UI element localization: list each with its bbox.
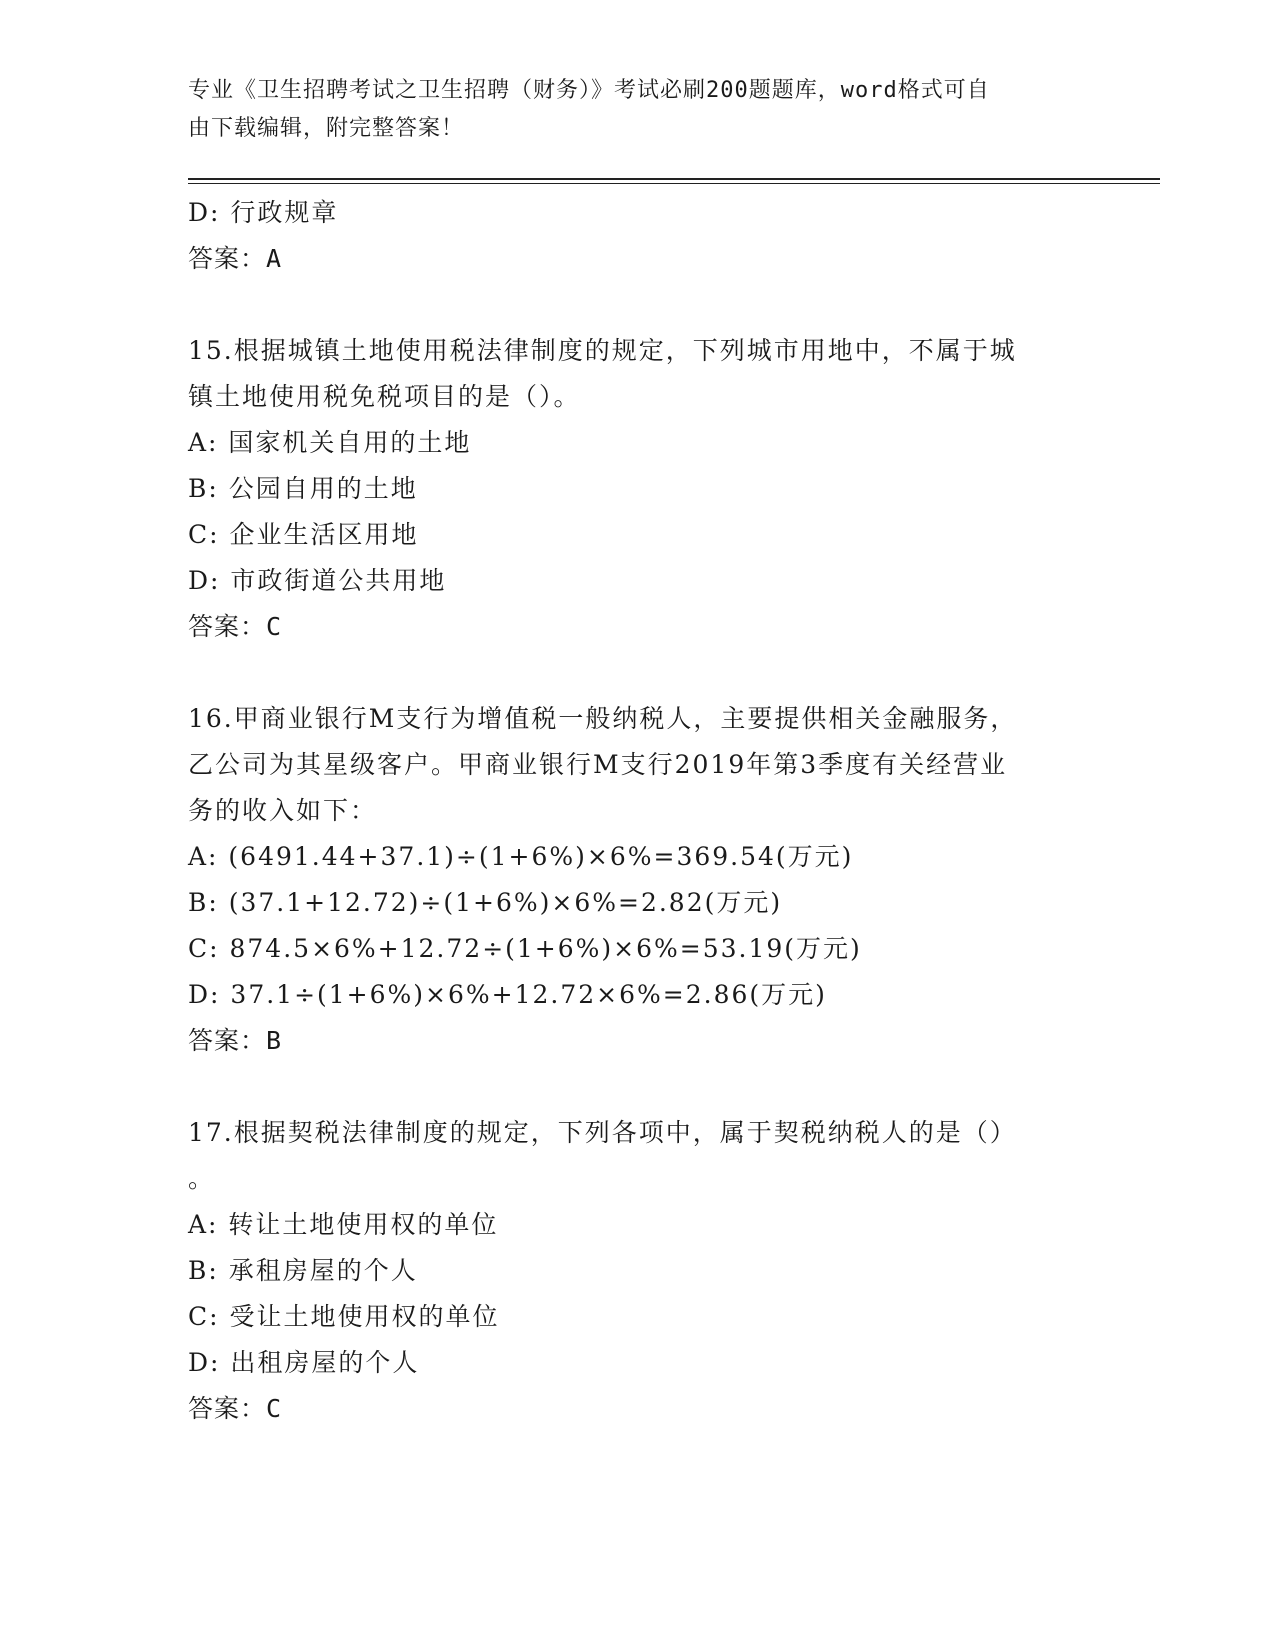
document-header bbox=[188, 72, 1068, 148]
question-16 bbox=[188, 696, 1088, 1064]
question-stem-line: 务的收入如下： bbox=[188, 796, 378, 825]
carryover-answer: 答案：A bbox=[188, 244, 283, 273]
answer: 答案：C bbox=[188, 1394, 283, 1423]
question-stem-line: 镇土地使用税免税项目的是（）。 bbox=[188, 382, 581, 411]
question-15 bbox=[188, 328, 1088, 650]
question-stem-line: 17.根据契税法律制度的规定，下列各项中，属于契税纳税人的是（） bbox=[188, 1118, 1017, 1147]
option-d: D: 37.1÷(1+6%)×6%+12.72×6%=2.86(万元) bbox=[188, 980, 827, 1009]
question-stem-line: 15.根据城镇土地使用税法律制度的规定，下列城市用地中，不属于城 bbox=[188, 336, 1017, 365]
option-a: A: 国家机关自用的土地 bbox=[188, 428, 472, 457]
option-b: B: 承租房屋的个人 bbox=[188, 1256, 418, 1285]
spacer bbox=[188, 650, 1088, 696]
header-rule-thick bbox=[188, 178, 1160, 180]
carryover-option-d: D: 行政规章 bbox=[188, 198, 339, 227]
option-b: B: (37.1+12.72)÷(1+6%)×6%=2.82(万元) bbox=[188, 888, 783, 917]
question-stem-line: 16.甲商业银行M支行为增值税一般纳税人，主要提供相关金融服务， bbox=[188, 704, 1018, 733]
spacer bbox=[188, 282, 1088, 328]
question-stem-line: 。 bbox=[188, 1164, 216, 1193]
option-d: D: 出租房屋的个人 bbox=[188, 1348, 420, 1377]
spacer bbox=[188, 1064, 1088, 1110]
answer: 答案：C bbox=[188, 612, 283, 641]
header-line-2: 由下载编辑，附完整答案！ bbox=[188, 116, 465, 141]
option-a: A: 转让土地使用权的单位 bbox=[188, 1210, 499, 1239]
option-c: C: 受让土地使用权的单位 bbox=[188, 1302, 500, 1331]
option-c: C: 企业生活区用地 bbox=[188, 520, 419, 549]
document-body bbox=[188, 190, 1088, 1432]
answer: 答案：B bbox=[188, 1026, 283, 1055]
option-b: B: 公园自用的土地 bbox=[188, 474, 418, 503]
header-rule-thin bbox=[188, 183, 1160, 184]
option-c: C: 874.5×6%+12.72÷(1+6%)×6%=53.19(万元) bbox=[188, 934, 862, 963]
question-stem-line: 乙公司为其星级客户。甲商业银行M支行2019年第3季度有关经营业 bbox=[188, 750, 1008, 779]
option-a: A: (6491.44+37.1)÷(1+6%)×6%=369.54(万元) bbox=[188, 842, 854, 871]
option-d: D: 市政街道公共用地 bbox=[188, 566, 447, 595]
header-line-1: 专业《卫生招聘考试之卫生招聘（财务）》考试必刷200题题库，word格式可自 bbox=[188, 78, 990, 103]
question-17 bbox=[188, 1110, 1088, 1432]
